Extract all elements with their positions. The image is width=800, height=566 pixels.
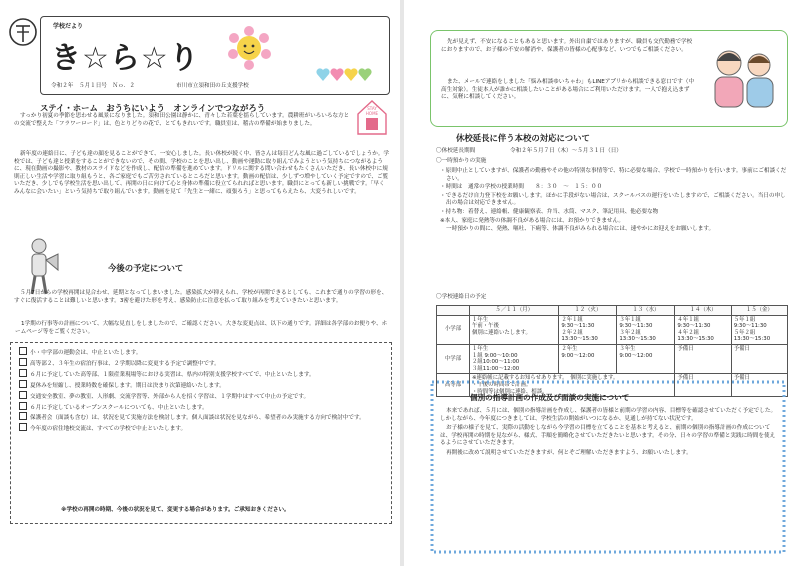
table-cell: ３年１組 9:30～11:30 ３年２組 13:30～15:30 <box>617 315 675 344</box>
plan-title: 今後の予定について <box>108 263 184 273</box>
table-cell: ３年生 9:00～12:00 <box>617 344 675 373</box>
change-item: 今年度の宿住地校交流は、すべての学校で中止といたします。 <box>19 423 385 434</box>
consult-paragraph-2: また、メールで連絡をしました「悩み相談ゆいちゃわ」もLINEアプリから相談できる窓口です（中高生対象）。生徒本人が誰かに相談したいことがある場合にご利用いただけます。一人で抱え込まずに、気軽に相談してください。 <box>441 79 695 101</box>
table-cell: ※連絡帳に記載するお知らせあります。 個別に実施します。 ・午後の時間帯で計画。 ・時間等は個別に連絡、相談。 <box>470 374 675 397</box>
table-cell: ４年１組 9:30～11:30 ４年２組 13:30～15:30 <box>675 315 731 344</box>
checkbox-icon <box>19 412 27 420</box>
change-item: ６月に予定していた高等部、１限産業現場等における実習は、県内の特別支援学校すべてで、中止といたします。 <box>19 369 385 380</box>
issue-date: 令和２年 ５月１日号 Ｎｏ．２ <box>51 83 135 89</box>
custody-line: ・原則中止としていますが、保護者の勤務やその他の特別な事情等で、特に必要な場合、学校で一時預かりを行います。事前にご相談ください。 <box>440 168 787 182</box>
counseling-people-icon <box>707 41 779 113</box>
megaphone-figure-icon <box>18 236 60 296</box>
table-cell: １年生 午前・午後 個別に連絡いたします。 <box>470 315 559 344</box>
stayhome-paragraph-1: すっかり初夏の季節を思わせる風景になりました。須和田公園は静かに、青々した若葉を揺らしています。農耕班がいろいろな方との交流で整えた「フラワーロード」は、色とりどりの花で、とてもきれいです。職員室は、稽古の準備が始まりました。 <box>14 113 350 127</box>
guidance-title: 個別の指導計画の作成及び面談の実施について <box>470 393 630 402</box>
checkbox-icon <box>19 358 27 366</box>
changes-notice-box <box>10 321 392 524</box>
guidance-paragraph: 再開後に改めて説明させていただきますが、何とぞご理解いただきますよう、お願いいたします。 <box>446 449 692 456</box>
guidance-paragraph: お子様の様子を見て、実際の活動をしながら今学習の目標を立てることを基本と考えると、前期の個別の指導計画の作成については、学校再開の時期を見ながら、様式、手順を簡略化させていただきたいと思います。その分、日々の学習の準備と実践に時間を使えるようにさせていただきます。 <box>440 425 776 447</box>
change-item: 交通安全教室、夢の教室、人形劇、交流学習等、外部から人を招く学習は、１学期中はすべて中止の予定です。 <box>19 391 385 402</box>
table-header-cell: １５（金） <box>731 306 787 316</box>
table-cell: ２年生 9:00～12:00 <box>559 344 617 373</box>
change-item: 高等部２、３年生の宿泊行事は、２学期以降に変更する予定で調整中です。 <box>19 358 385 369</box>
table-cell: ５年１組 9:30～11:30 ５年２組 13:30～15:30 <box>731 315 787 344</box>
table-header-cell: １２（火） <box>559 306 617 316</box>
table-cell: 小学部 <box>437 315 470 344</box>
checkbox-icon <box>19 380 27 388</box>
closure-title: 休校延長に伴う本校の対応について <box>456 133 590 143</box>
custody-line: ・できるだけ自力登下校をお願いします。ほかに手段がない場合は、スクールバスの運行をいたしますので、ご相談ください。当日の申し出の場合は対応できません。 <box>440 192 786 207</box>
checkbox-icon <box>19 402 27 410</box>
checkbox-icon <box>19 391 27 399</box>
changes-list <box>11 343 391 434</box>
school-name: 市川市立須和田の丘支援学校 <box>176 83 249 89</box>
schedule-label: 〇学校連絡日の予定 <box>436 294 487 300</box>
hearts-icon <box>315 65 375 85</box>
change-item: 夏休みを短縮し、授業時数を確保します。期日は決まり次第連絡いたします。 <box>19 380 385 391</box>
consult-frame <box>430 30 788 127</box>
plan-paragraph-1: ５月7日からの学校再開は見合わせ、延期となってしまいました。感染拡大が抑えられ、学校が再開できるとしても、これまで通りの学習の形を、すぐに復活することは難しいと思います。3密を避けた形を考え、感染防止に注意を払って取り組みを考えていきたいと思います。 <box>14 290 388 304</box>
custody-line: ・持ち物：着替え、連絡帳、健康観察表、弁当、水筒、マスク、筆記用具、他必要な物 <box>440 208 659 215</box>
table-header-cell: １４（木） <box>675 306 731 316</box>
sun-flower-icon <box>226 25 272 71</box>
custody-line: ・時間は 通常の学校の授業時間 ８：３０ ～ １５：００ <box>440 184 603 191</box>
period-label: 〇休校延長期間 <box>436 148 476 154</box>
table-row <box>437 315 788 344</box>
stay-home-badge <box>355 98 389 136</box>
house-icon <box>355 98 389 136</box>
plan-paragraph-2: 1学期の行事等の計画について、大幅な見直しをしましたので、ご確認ください。大きな変更点は、以下の通りです。詳細は各学部のお便りや、ホームページ等をご覧ください。 <box>15 321 388 335</box>
table-row <box>437 344 788 373</box>
change-item: ６月に予定しているオープンスクールについても、中止といたします。 <box>19 402 385 413</box>
table-header-cell: １３（水） <box>617 306 675 316</box>
badge-line-1: STAY <box>367 106 377 111</box>
custody-line: 一時預かりの間に、発熱、嘔吐、下痢等、体調不良がみられる場合には、速やかにお迎えをお願いします。 <box>446 226 715 233</box>
table-header-cell <box>437 306 470 316</box>
consult-paragraph-1: 先が見えず、不安になることもあると思います。外出自粛ではありますが、職員も交代勤務で学校におりますので、お子様の不安の解消や、保護者の皆様の心配事など、いつでもご相談ください。 <box>441 39 693 53</box>
school-logo-icon <box>8 14 38 50</box>
table-cell: 予備日 <box>731 344 787 373</box>
guidance-body <box>440 408 778 458</box>
guidance-paragraph: 本来であれば、５月には、個別の指導計画を作成し、保護者の皆様と前期の学習の内容、目標等を確認させていただく予定でした。しかしながら、今年度につきましては、学校生活の開始がいつになるか、見通しが持てない状況です。 <box>440 408 777 422</box>
badge-line-2: HOME <box>365 110 379 116</box>
stayhome-paragraph-2: 新年度の連絡日に、子ども達の顔を見ることができて、一安心しました。長い休校が続く中、皆さんは毎日どんな風に過ごしているでしょうか。学校では、子ども達と授業をすることができないので、その間、学校のことを思い出し、動画や運動に取り組んでみようという気持ちにつながるように、現在動画の撮影や、教材のスライドなどを作成し、配信の準備を進めています。ドリルに関する問い合わせもたくさんいただき、長い休校中に規則正しい生活や学習に取り組もうと、各ご家庭でもご苦労されているところだと思います。動画の配信は、少しずつ増やしていく予定ですので、ご覧いただき、少しでも学校生活を思い出して、再開の日に向けて心と身体の準備に役立てられればと思います。職員にとっても新しい挑戦です。「早くみんなに会いたい」という気持ちで取り組んでいます。動画を見て「先生と一緒に、頑張ろう」と思ってもらえたら、大変うれしいです。 <box>14 151 390 195</box>
stayhome-title: ステイ・ホーム おうちにいよう オンラインでつながろう <box>40 103 266 113</box>
table-header-row <box>437 306 788 316</box>
table-cell: 予備日 <box>731 374 787 397</box>
table-cell: 高等部 <box>437 374 470 397</box>
period-value: 令和２年５月７日（木）～５月３１日（日） <box>510 148 622 154</box>
guidance-frame <box>428 378 788 556</box>
newsletter-label: 学校だより <box>53 23 84 30</box>
table-cell: ２年１組 9:30～11:30 ２年２組 13:30～15:30 <box>559 315 617 344</box>
page-gutter <box>400 0 404 566</box>
checkbox-icon <box>19 369 27 377</box>
table-cell: １年生 １組 9:00～10:00 ２組10:00～11:00 ３組11:00～12:00 <box>470 344 559 373</box>
masthead-box <box>40 16 390 95</box>
newsletter-title: き☆ら☆り <box>51 41 200 76</box>
table-cell: 予備日 <box>675 374 731 397</box>
custody-label: 〇一時預かりの実施 <box>436 158 487 164</box>
table-cell: 予備日 <box>675 344 731 373</box>
table-cell: 中学部 <box>437 344 470 373</box>
checkbox-icon <box>19 423 27 431</box>
change-item: 保護者会（面談も含む）は、状況を見て実施方法を検討します。個人面談は状況を見ながら、希望者のみ実施する方向で検討中です。 <box>19 412 385 423</box>
checkbox-icon <box>19 347 27 355</box>
notice-footer: ※学校の再開の時期、今後の状況を見て、変更する場合があります。ご承知おきください。 <box>61 507 290 514</box>
change-item: 小・中学部の運動会は、中止といたします。 <box>19 347 385 358</box>
custody-line: ※本人、家庭に発熱等の体調不良がある場合には、お預かりできません。 <box>440 217 625 224</box>
custody-details <box>440 168 788 234</box>
table-header-cell: ５／１１（月） <box>470 306 559 316</box>
